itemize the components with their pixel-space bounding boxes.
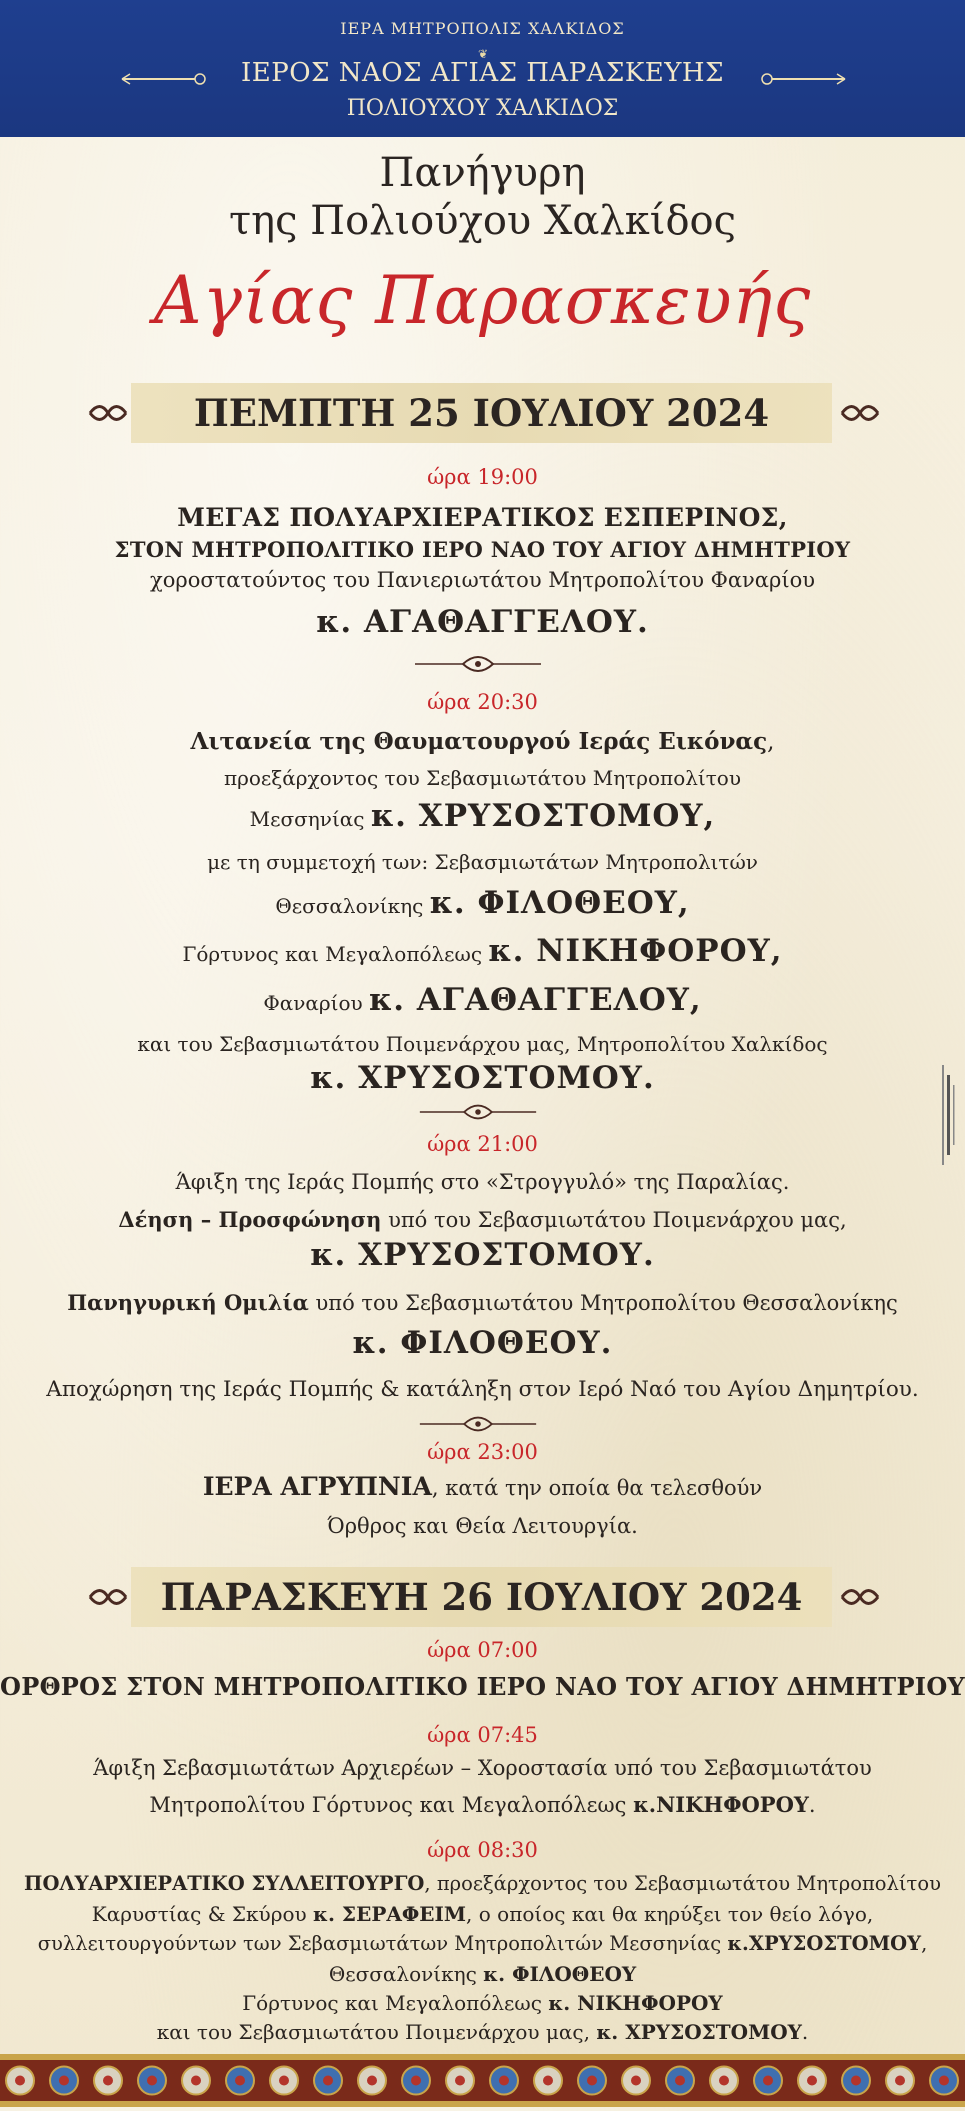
bishop-name: κ. ΦΙΛΟΘΕΟΥ xyxy=(483,1962,637,1986)
vigil-title: ΙΕΡΑ ΑΓΡΥΠΝΙΑ xyxy=(202,1472,432,1501)
bishop-name: κ. ΧΡΥΣΟΣΤΟΜΟΥ. xyxy=(310,1237,655,1273)
flourish-right-icon xyxy=(838,398,882,428)
event-line xyxy=(0,1872,965,1895)
punct: , xyxy=(770,933,783,969)
blessing-title: Δέηση – Προσφώνηση xyxy=(118,1207,382,1232)
event-text: Όρθρος και Θεία Λειτουργία. xyxy=(327,1514,638,1538)
event-text: Άφιξη Σεβασμιωτάτων Αρχιερέων – Χοροστασία υπό του Σεβασμιωτάτου xyxy=(93,1756,872,1780)
ornament-divider-icon xyxy=(418,1100,538,1124)
event-line xyxy=(0,1991,965,2015)
event-text: και του Σεβασμιωτάτου Ποιμενάρχου μας, Μητροπολίτου Χαλκίδος xyxy=(137,1032,828,1056)
bishop-name: κ. ΑΓΑΘΑΓΓΕΛΟΥ. xyxy=(316,604,649,640)
bishop-name: κ. ΣΕΡΑΦΕΙΜ xyxy=(313,1902,467,1926)
church-subtitle: ΠΟΛΙΟΥΧΟΥ ΧΑΛΚΙΔΟΣ xyxy=(346,96,619,121)
bishop-name: κ. ΦΙΛΟΘΕΟΥ. xyxy=(352,1325,613,1361)
event-line xyxy=(0,2020,965,2044)
event-time: ώρα 08:30 xyxy=(427,1838,538,1862)
punct: , xyxy=(689,982,702,1018)
see-name: Μεσσηνίας xyxy=(249,807,371,831)
bishop-name: κ. ΦΙΛΟΘΕΟΥ xyxy=(429,885,678,921)
bishop-name: κ. ΑΓΑΘΑΓΓΕΛΟΥ xyxy=(369,982,690,1018)
event-line xyxy=(0,1472,965,1501)
ornament-divider-icon xyxy=(413,652,543,676)
event-line xyxy=(0,982,965,1018)
event-time: ώρα 19:00 xyxy=(427,465,538,489)
event-text: , προεξάρχοντος του Σεβασμιωτάτου Μητροπολίτου xyxy=(424,1872,941,1895)
bishop-name: κ.ΧΡΥΣΟΣΤΟΜΟΥ xyxy=(727,1932,922,1955)
event-title: ΜΕΓΑΣ ΠΟΛΥΑΡΧΙΕΡΑΤΙΚΟΣ ΕΣΠΕΡΙΝΟΣ, xyxy=(177,503,788,532)
title-line-1: Πανήγυρη xyxy=(379,150,586,196)
event-text: , ο οποίος και θα κηρύξει τον θείο λόγο, xyxy=(466,1902,874,1926)
event-text: Καρυστίας & Σκύρου xyxy=(91,1902,314,1926)
event-text: με τη συμμετοχή των: Σεβασμιωτάτων Μητροπολιτών xyxy=(207,850,758,874)
event-line xyxy=(0,885,965,921)
flourish-right-icon xyxy=(838,1582,882,1612)
punct: , xyxy=(677,885,690,921)
procession-title: Λιτανεία της Θαυματουργού Ιεράς Εικόνας xyxy=(190,728,768,755)
bishop-name: κ. ΧΡΥΣΟΣΤΟΜΟΥ xyxy=(370,798,704,834)
event-text: , κατά την οποία θα τελεσθούν xyxy=(431,1476,763,1500)
event-text: χοροστατούντος του Πανιεριωτάτου Μητροπολίτου Φαναρίου xyxy=(150,568,815,592)
punct: , xyxy=(703,798,716,834)
event-text: υπό του Σεβασμιωτάτου Μητροπολίτου Θεσσαλονίκης xyxy=(308,1291,898,1315)
event-text: Μητροπολίτου Γόρτυνος και Μεγαλοπόλεως xyxy=(149,1793,634,1817)
event-location: ΣΤΟΝ ΜΗΤΡΟΠΟΛΙΤΙΚΟ ΙΕΡΟ ΝΑΟ ΤΟΥ ΑΓΙΟΥ ΔΗΜΗΤΡΙΟΥ xyxy=(114,537,851,562)
day-1-date-band: ΠΕΜΠΤΗ 25 ΙΟΥΛΙΟΥ 2024 xyxy=(131,383,832,443)
event-line xyxy=(0,1962,965,1986)
event-time: ώρα 07:00 xyxy=(427,1638,538,1662)
bishop-name: κ. ΝΙΚΗΦΟΡΟΥ xyxy=(548,1991,723,2015)
event-text: συλλειτουργούντων των Σεβασμιωτάτων Μητροπολιτών Μεσσηνίας xyxy=(37,1932,728,1955)
event-time: ώρα 20:30 xyxy=(427,690,538,714)
see-name: Θεσσαλονίκης xyxy=(328,1962,484,1986)
event-line xyxy=(0,1932,965,1955)
see-name: Θεσσαλονίκης xyxy=(275,894,430,918)
event-line xyxy=(0,798,965,834)
header-banner xyxy=(0,0,965,137)
title-line-2: της Πολιούχου Χαλκίδος xyxy=(228,198,737,244)
flourish-left-icon xyxy=(86,1582,130,1612)
event-text: υπό του Σεβασμιωτάτου Ποιμενάρχου μας, xyxy=(381,1208,847,1232)
bishop-name: κ.ΝΙΚΗΦΟΡΟΥ xyxy=(633,1792,809,1817)
liturgy-title: ΠΟΛΥΑΡΧΙΕΡΑΤΙΚΟ ΣΥΛΛΕΙΤΟΥΡΓΟ xyxy=(24,1872,425,1895)
event-text: προεξάρχοντος του Σεβασμιωτάτου Μητροπολίτου xyxy=(223,766,742,790)
event-line xyxy=(0,1792,965,1817)
floral-pattern-icon xyxy=(0,2054,965,2107)
punct: , xyxy=(921,1932,928,1955)
see-name: Γόρτυνος και Μεγαλοπόλεως xyxy=(182,942,489,966)
see-name: Γόρτυνος και Μεγαλοπόλεως xyxy=(242,1991,549,2015)
homily-title: Πανηγυρική Ομιλία xyxy=(67,1290,309,1315)
event-text: και του Σεβασμιωτάτου Ποιμενάρχου μας, xyxy=(156,2020,597,2044)
ornament-divider-icon xyxy=(418,1412,538,1436)
bishop-name: κ. ΧΡΥΣΟΣΤΟΜΟΥ xyxy=(596,2020,802,2044)
event-title: ΟΡΘΡΟΣ ΣΤΟΝ ΜΗΤΡΟΠΟΛΙΤΙΚΟ ΙΕΡΟ ΝΑΟ ΤΟΥ ΑΓΙΟΥ ΔΗΜΗΤΡΙΟΥ xyxy=(0,1672,965,1701)
event-line xyxy=(0,1207,965,1232)
event-text: Άφιξη της Ιεράς Πομπής στο «Στρογγυλό» της Παραλίας. xyxy=(175,1170,790,1194)
punct: . xyxy=(801,2020,809,2044)
scroll-ornament-right-icon xyxy=(757,72,847,86)
bishop-name: κ. ΝΙΚΗΦΟΡΟΥ xyxy=(488,933,771,969)
event-line xyxy=(0,1902,965,1926)
bishop-name: κ. ΧΡΥΣΟΣΤΟΜΟΥ. xyxy=(310,1060,655,1096)
printer-mark-icon xyxy=(936,1060,958,1170)
see-name: Φαναρίου xyxy=(263,991,370,1015)
flourish-left-icon xyxy=(86,398,130,428)
event-line xyxy=(0,728,965,755)
day-2-date-band: ΠΑΡΑΣΚΕΥΗ 26 ΙΟΥΛΙΟΥ 2024 xyxy=(131,1567,832,1627)
saint-name-title: Αγίας Παρασκευής xyxy=(153,262,812,339)
punct: . xyxy=(808,1793,816,1817)
header-ornament-icon: ❦ xyxy=(477,47,489,61)
event-text: Αποχώρηση της Ιεράς Πομπής & κατάληξη στον Ιερό Ναό του Αγίου Δημητρίου. xyxy=(46,1377,919,1402)
church-name: ΙΕΡΟΣ ΝΑΟΣ ΑΓΙΑΣ ΠΑΡΑΣΚΕΥΗΣ xyxy=(241,58,724,88)
event-line xyxy=(0,933,965,969)
punct: , xyxy=(767,729,775,755)
event-line xyxy=(0,1290,965,1315)
metropolis-name: ΙΕΡΑ ΜΗΤΡΟΠΟΛΙΣ ΧΑΛΚΙΔΟΣ xyxy=(340,19,625,38)
event-time: ώρα 07:45 xyxy=(427,1723,538,1747)
event-time: ώρα 21:00 xyxy=(427,1132,538,1156)
decorative-footer-band xyxy=(0,2054,965,2107)
event-time: ώρα 23:00 xyxy=(427,1440,538,1464)
